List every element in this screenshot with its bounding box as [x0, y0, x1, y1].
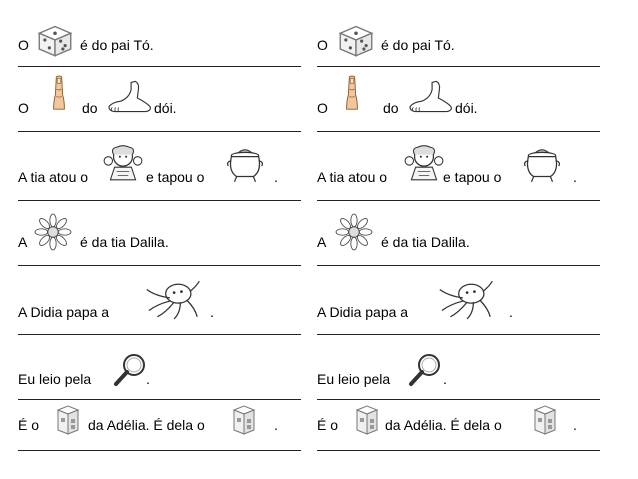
- die-cube-icon: [54, 404, 82, 436]
- exercise-row: [18, 414, 303, 454]
- sentence-text: A Didia papa a: [18, 304, 110, 320]
- sentence-text: é do pai Tó.: [80, 37, 154, 53]
- sentence-text: .: [573, 417, 577, 433]
- sentence-text: A: [18, 234, 28, 250]
- exercise-row: [317, 28, 602, 68]
- answer-line: [18, 131, 301, 132]
- sentence-text: A: [317, 234, 327, 250]
- finger-icon: [50, 71, 68, 115]
- sentence-text: .: [274, 417, 278, 433]
- exercise-row: [18, 362, 303, 402]
- exercise-row: [317, 362, 602, 402]
- doll-icon: [403, 144, 445, 182]
- sentence-text: Eu leio pela: [317, 371, 391, 387]
- pot-icon: [224, 146, 266, 184]
- exercise-row: [317, 158, 602, 198]
- foot-icon: [104, 79, 154, 115]
- sentence-text: A Didia papa a: [317, 304, 409, 320]
- exercise-row: [18, 158, 303, 198]
- answer-line: [317, 399, 600, 400]
- answer-line: [317, 450, 600, 451]
- exercise-row: [18, 91, 303, 131]
- exercise-row: [18, 28, 303, 68]
- sentence-text: A tia atou o: [317, 169, 388, 185]
- sentence-text: .: [443, 371, 447, 387]
- exercise-row: [18, 295, 303, 335]
- worksheet-column-right: [317, 0, 617, 479]
- sentence-text: O: [18, 37, 29, 53]
- answer-line: [317, 131, 600, 132]
- answer-line: [18, 450, 301, 451]
- sentence-text: .: [274, 169, 278, 185]
- die-cube-icon: [531, 404, 559, 436]
- dahlia-icon: [34, 213, 72, 251]
- exercise-row: [317, 91, 602, 131]
- sentence-text: dói.: [154, 100, 177, 116]
- pot-icon: [521, 146, 563, 184]
- sentence-text: dói.: [455, 100, 478, 116]
- answer-line: [317, 66, 600, 67]
- sentence-text: e tapou o: [443, 169, 502, 185]
- dice-icon: [335, 22, 377, 58]
- sentence-text: .: [210, 304, 214, 320]
- answer-line: [317, 334, 600, 335]
- sentence-text: é da tia Dalila.: [381, 234, 470, 250]
- sentence-text: do: [82, 100, 98, 116]
- octopus-icon: [435, 279, 495, 321]
- sentence-text: .: [573, 169, 577, 185]
- worksheet-column-left: [18, 0, 318, 479]
- die-cube-icon: [353, 404, 381, 436]
- answer-line: [18, 66, 301, 67]
- die-cube-icon: [230, 404, 258, 436]
- sentence-text: da Adélia. É dela o: [88, 417, 205, 433]
- octopus-icon: [142, 279, 202, 321]
- sentence-text: .: [509, 304, 513, 320]
- doll-icon: [102, 144, 144, 182]
- answer-line: [18, 334, 301, 335]
- dahlia-icon: [335, 213, 373, 251]
- sentence-text: O: [317, 100, 328, 116]
- sentence-text: é da tia Dalila.: [80, 234, 169, 250]
- exercise-row: [18, 225, 303, 265]
- sentence-text: .: [146, 371, 150, 387]
- magnifier-icon: [407, 352, 443, 388]
- sentence-text: Eu leio pela: [18, 371, 92, 387]
- answer-line: [18, 200, 301, 201]
- exercise-row: [317, 414, 602, 454]
- answer-line: [18, 265, 301, 266]
- sentence-text: O: [317, 37, 328, 53]
- magnifier-icon: [112, 352, 148, 388]
- sentence-text: É o: [317, 417, 339, 433]
- finger-icon: [343, 71, 361, 115]
- sentence-text: O: [18, 100, 29, 116]
- answer-line: [317, 265, 600, 266]
- sentence-text: é do pai Tó.: [381, 37, 455, 53]
- answer-line: [317, 200, 600, 201]
- sentence-text: do: [383, 100, 399, 116]
- answer-line: [18, 399, 301, 400]
- sentence-text: A tia atou o: [18, 169, 89, 185]
- sentence-text: É o: [18, 417, 40, 433]
- sentence-text: e tapou o: [146, 169, 205, 185]
- foot-icon: [405, 79, 455, 115]
- exercise-row: [317, 225, 602, 265]
- exercise-row: [317, 295, 602, 335]
- sentence-text: da Adélia. É dela o: [385, 417, 502, 433]
- dice-icon: [34, 22, 76, 58]
